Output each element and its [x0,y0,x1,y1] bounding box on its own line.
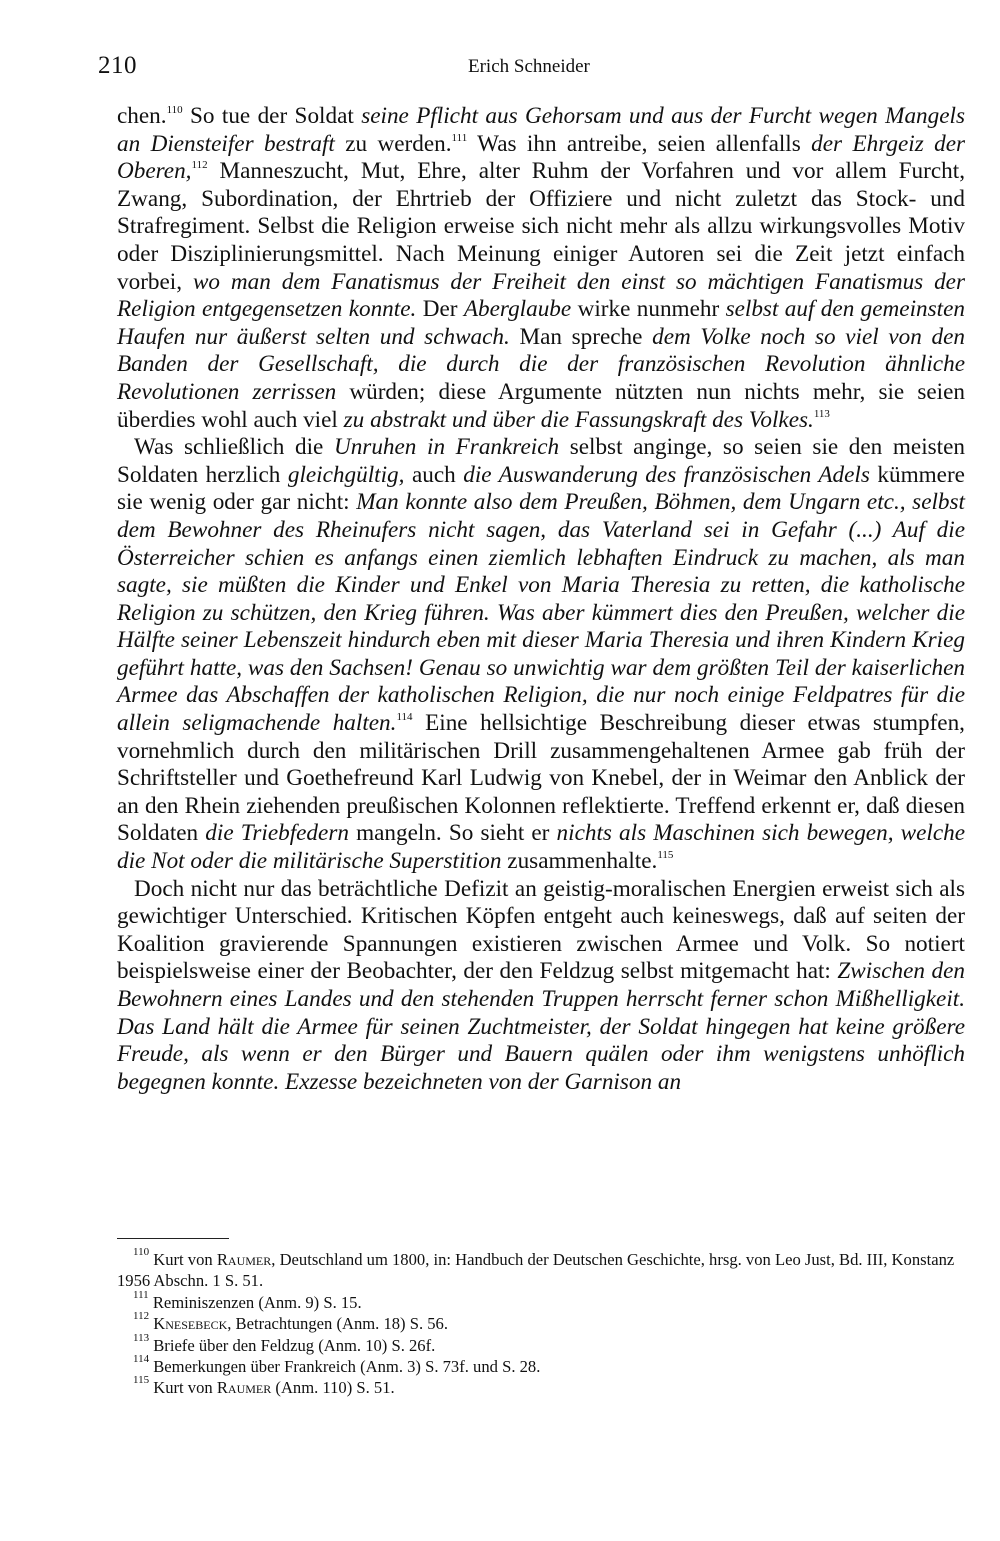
italic-text: Aberglaube [463,296,572,323]
text-run: Doch nicht nur das beträchtliche Defizit an geistig-moralischen Energien erweist sich als gewichtiger Unterschied. Kritischen Köpfen entgeht auch keineswegs, daß auf seiten der Koalition gravierende Spannungen existieren zwischen Armee und Volk. So notiert beispielsweise einer der Beobachter, der den Feldzug selbst mitgemacht hat: [117,875,965,985]
text-run: Reminiszenzen (Anm. 9) S. 15. [148,1292,362,1312]
italic-text: die Triebfedern [205,820,349,847]
text-run: kümmere sie wenig oder gar nicht: [117,461,965,516]
italic-text: die Auswanderung des französischen Adels [463,461,870,488]
author-name: Raumer [216,1378,272,1398]
running-head: Erich Schneider [468,56,590,77]
page-header [0,52,1000,84]
footnote-marker: 113 [133,1331,150,1344]
italic-text: seine Pflicht aus Gehorsam und aus der Furcht wegen Mangels an Diensteifer bestraft [117,103,965,157]
text-run: So tue der Soldat [182,103,362,129]
footnote-113 [117,1331,965,1356]
footnotes [117,1238,965,1399]
main-text [117,103,965,1096]
paragraph-2 [117,434,965,876]
author-name: Raumer [216,1250,272,1269]
text-run: , Deutschland um 1800, in: Handbuch der Deutschen Geschichte, hrsg. von Leo Just, Bd. III, Konstanz 1956 Abschn. 1 S. 51. [117,1250,955,1291]
text-run: Briefe über den Feldzug (Anm. 10) S. 26f. [149,1335,436,1355]
text-run: Manneszucht, Mut, Ehre, alter Ruhm der Vorfahren und vor allem Furcht, Zwang, Subordination, der Ehrtrieb der Offiziere und nicht zuletzt das Stock- und Strafregiment. Selbst die Religion erweise sich nicht mehr als allzu wirkungsvolles Motiv oder Disziplinierungsmittel. Nach Meinung einiger Autoren sei die Zeit jetzt einfach vorbei, [117,158,965,295]
footnote-marker: 115 [133,1374,150,1387]
text-run: auch [404,461,464,488]
footnote-marker: 114 [133,1353,150,1366]
italic-text: Unruhen in Frankreich [333,434,560,461]
italic-text: gleichgültig, [287,461,405,488]
footnote-marker: 112 [133,1310,150,1323]
italic-text: zu abstrakt und über die Fassungskraft des Volkes. [343,406,814,433]
text-run: (Anm. 110) S. 51. [271,1378,395,1398]
footnote-marker: 113 [813,407,830,420]
footnote-marker: 115 [657,849,674,862]
text-run: wirke nunmehr [571,296,726,323]
italic-text: selbst auf den gemeinsten Haufen nur äußerst selten und schwach. [117,296,965,350]
text-run: zusammenhalte. [501,848,658,875]
italic-text: Zwischen den Bewohnern eines Landes und den stehenden Truppen herrscht ferner schon Mißhelligkeit. Das Land hält die Armee für seinen Zuchtmeister, der Soldat hingegen hat keine größere Freude, als wenn er den Bürger und Bauern quälen oder ihm wenigstens unhöflich begegnen konnte. Exzesse bezeichneten von der Garnison an [117,958,966,1095]
text-run: würden; diese Argumente nützten nun nichts mehr, sie seien überdies wohl auch viel [117,378,965,433]
text-run: , Betrachtungen (Anm. 18) S. 56. [227,1314,449,1334]
italic-text: wo man dem Fanatismus der Freiheit den einst so mächtigen Fanatismus der Religion entgegensetzen konnte. [117,268,965,323]
italic-text: Man konnte also dem Preußen, Böhmen, dem Ungarn etc., selbst dem Bewohner des Rheinufers nicht sagen, das Vaterland sei in Gefahr (...) Auf die Österreicher schien es anfangs einen ziemlich lebhaften Eindruck zu machen, als man sagte, sie müßten die Kinder und Enkel von Maria Theresia zu retten, die katholische Religion zu schützen, den Krieg führen. Was aber kümmert dies den Preußen, welcher die Hälfte seiner Lebenszeit hindurch eben mit dieser Maria Theresia und ihren Kindern Krieg geführt hatte, was den Sachsen! Genau so unwichtig war dem größten Teil der kaiserlichen Armee das Abschaffen der katholischen Religion, die nur noch einige Feldpatres für die allein seligmachende halten. [117,489,965,737]
page-number: 210 [98,52,137,79]
italic-text: nichts als Maschinen sich bewegen, welche die Not oder die militärische Superstition [117,820,965,875]
footnote-115 [117,1374,965,1398]
text-run: selbst anginge, so seien sie den meisten Soldaten herzlich [117,434,965,488]
text-run: mangeln. So sieht er [348,820,557,847]
paragraph-1 [117,103,965,434]
footnote-112 [117,1310,965,1334]
text-run: Der [416,296,464,323]
footnote-114 [117,1353,965,1377]
text-run: Was ihn antreibe, seien allenfalls [467,130,812,157]
text-run: Bemerkungen über Frankreich (Anm. 3) S. 73f. und S. 28. [149,1357,541,1377]
footnote-rule [117,1238,229,1239]
footnote-111 [117,1288,965,1313]
text-run: Kurt von [149,1378,217,1398]
paragraph-3 [117,876,965,1097]
text-run: Man spreche [509,323,653,350]
text-run: zu werden. [334,130,452,157]
footnote-marker: 111 [133,1288,149,1301]
text-run: Kurt von [149,1250,217,1269]
text-run: Was schließlich die [134,434,334,461]
footnote-marker: 110 [166,104,183,116]
italic-text: dem Volke noch so viel von den Banden der Gesellschaft, die durch die der französischen Revolution ähnliche Revolutionen zerrissen [117,323,965,405]
footnote-marker: 112 [191,159,208,172]
footnote-marker: 110 [133,1246,150,1258]
author-name: Knesebeck [153,1314,228,1334]
footnote-marker: 111 [451,131,468,144]
text-run: chen. [117,103,167,129]
footnote-marker: 114 [396,711,413,724]
text-run: Eine hellsichtige Beschreibung dieser etwas stumpfen, vornehmlich durch den militärischen Drill zusammengehaltenen Armee gab früh der Schriftsteller und Goethefreund Karl Ludwig von Knebel, der in Weimar den Anblick der an den Rhein ziehenden preußischen Kolonnen reflektierte. Treffend erkennt er, daß diesen Soldaten [117,710,965,847]
footnote-110 [117,1246,965,1292]
italic-text: der Ehrgeiz der Oberen, [117,130,966,185]
